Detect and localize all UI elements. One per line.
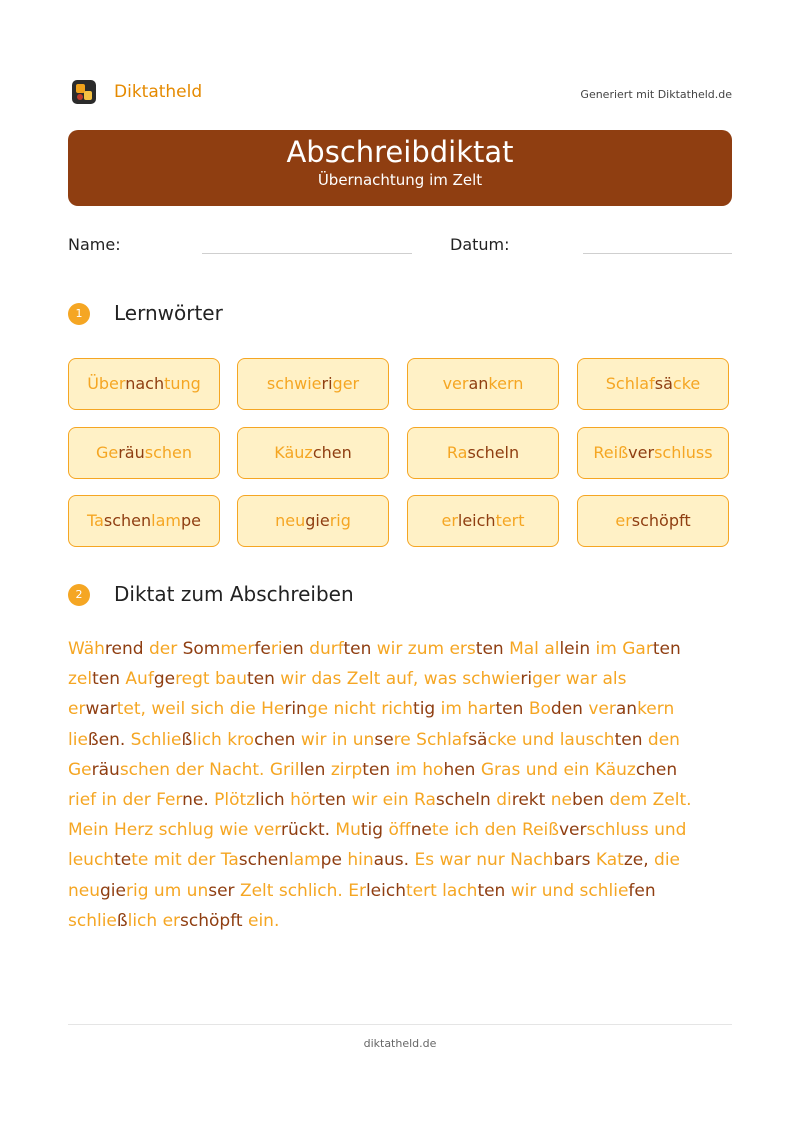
- dictation-syllable: ri: [520, 669, 533, 690]
- dictation-syllable: lich: [192, 729, 222, 750]
- dictation-syllable: ver: [253, 820, 281, 841]
- dictation-syllable: schen: [238, 850, 289, 871]
- dictation-syllable: te: [131, 850, 149, 871]
- dictation-syllable: Zelt.: [647, 790, 692, 811]
- dictation-syllable: fen: [628, 880, 656, 901]
- dictation-syllable: lach: [442, 880, 478, 901]
- dictation-syllable: Es: [409, 850, 435, 871]
- word-syllable: Über: [87, 374, 126, 393]
- dictation-syllable: der: [143, 639, 183, 659]
- dictation-syllable: ein: [377, 790, 409, 811]
- dictation-syllable: regt: [175, 669, 210, 690]
- section-number-badge: 2: [68, 584, 90, 606]
- dictation-line: [68, 755, 732, 785]
- learning-word-box: [407, 427, 559, 479]
- dictation-syllable: ho: [422, 759, 444, 780]
- generated-note: Generiert mit Diktatheld.de: [580, 88, 732, 101]
- dictation-syllable: den: [479, 820, 517, 841]
- dictation-syllable: ver: [559, 820, 587, 841]
- word-syllable: er: [441, 511, 458, 530]
- dictation-syllable: tig: [360, 820, 384, 841]
- dictation-syllable: har: [467, 699, 496, 720]
- dictation-syllable: wir: [274, 669, 306, 690]
- dictation-syllable: rin: [284, 699, 307, 720]
- word-syllable: schwie: [266, 374, 322, 393]
- dictation-syllable: die: [648, 850, 681, 871]
- dictation-syllable: Käuz: [594, 759, 636, 780]
- dictation-syllable: un: [186, 880, 209, 901]
- dictation-syllable: ten: [246, 669, 275, 690]
- dictation-syllable: aus.: [373, 850, 410, 871]
- dictation-syllable: der: [117, 790, 151, 811]
- section-number-badge: 1: [68, 303, 90, 325]
- learning-word-box: [577, 358, 729, 410]
- dictation-syllable: wie: [213, 820, 249, 841]
- dictation-syllable: ein.: [242, 910, 280, 931]
- dictation-syllable: ten: [318, 790, 347, 811]
- learning-word-box: [407, 358, 559, 410]
- dictation-syllable: Gras: [475, 759, 521, 780]
- dictation-syllable: Fer: [156, 790, 183, 811]
- dictation-line: [68, 725, 732, 755]
- dictation-syllable: ten: [652, 639, 681, 659]
- name-label: Name:: [68, 235, 121, 254]
- dictation-syllable: ne: [410, 820, 432, 841]
- dictation-syllable: ten: [614, 729, 643, 750]
- header-bar: [68, 80, 732, 106]
- dictation-syllable: an: [615, 699, 638, 720]
- dictation-syllable: Zelt: [341, 669, 381, 690]
- dictation-syllable: dem: [604, 790, 648, 811]
- dictation-syllable: ß: [116, 910, 128, 931]
- dictation-syllable: gie: [100, 880, 126, 901]
- word-syllable: gie: [305, 511, 330, 530]
- dictation-syllable: räu: [91, 759, 120, 780]
- word-syllable: Ge: [95, 443, 119, 462]
- dictation-syllable: nur: [470, 850, 505, 871]
- dictation-syllable: der: [170, 759, 204, 780]
- worksheet-title: Abschreibdiktat: [286, 135, 514, 169]
- name-line[interactable]: [202, 253, 412, 254]
- dictation-syllable: schluss: [586, 820, 649, 841]
- dictation-line: [68, 634, 732, 664]
- dictation-syllable: Zelt: [234, 880, 274, 901]
- learning-word-box: [68, 427, 220, 479]
- learning-word-box: [407, 495, 559, 547]
- dictation-syllable: ver: [588, 699, 616, 720]
- dictation-syllable: wir: [346, 790, 378, 811]
- dictation-syllable: lie: [68, 729, 88, 750]
- dictation-syllable: tig: [413, 699, 436, 720]
- dictation-syllable: im: [590, 639, 617, 659]
- dictation-syllable: Ta: [220, 850, 239, 871]
- dictation-syllable: um: [148, 880, 182, 901]
- dictation-syllable: bau: [215, 669, 247, 690]
- dictation-syllable: Mu: [335, 820, 361, 841]
- dictation-syllable: tet,: [116, 699, 146, 720]
- word-syllable: scheln: [467, 443, 520, 462]
- dictation-syllable: un: [352, 729, 375, 750]
- dictation-syllable: ß: [181, 729, 193, 750]
- dictation-syllable: rend: [104, 639, 144, 659]
- dictation-syllable: ze,: [623, 850, 649, 871]
- dictation-syllable: und: [648, 820, 687, 841]
- dictation-syllable: der: [181, 850, 216, 871]
- dictation-syllable: te: [114, 850, 132, 871]
- dictation-syllable: schlie: [579, 880, 629, 901]
- word-syllable: tung: [164, 374, 201, 393]
- word-syllable: Ta: [86, 511, 104, 530]
- word-syllable: pe: [181, 511, 202, 530]
- learning-word-box: [237, 495, 389, 547]
- dictation-syllable: mer: [220, 639, 255, 659]
- dictation-syllable: und: [516, 729, 555, 750]
- dictation-syllable: rief: [68, 790, 97, 811]
- word-syllable: chen: [312, 443, 352, 462]
- dictation-syllable: lein: [559, 639, 591, 659]
- dictation-syllable: lam: [288, 850, 321, 871]
- dictation-syllable: Bo: [528, 699, 551, 720]
- dictation-syllable: sich: [185, 699, 225, 720]
- dictation-syllable: rig: [126, 880, 149, 901]
- dictation-syllable: lausch: [559, 729, 615, 750]
- dictation-syllable: weil: [145, 699, 186, 720]
- dictation-syllable: ten: [362, 759, 391, 780]
- dictation-syllable: Mein: [68, 820, 109, 841]
- dictation-syllable: tert: [405, 880, 437, 901]
- dictation-syllable: wir: [505, 880, 537, 901]
- dictation-syllable: Som: [182, 639, 221, 659]
- dictation-syllable: in: [96, 790, 118, 811]
- dictation-syllable: hin: [347, 850, 374, 871]
- dictation-text: [68, 634, 732, 936]
- section-title: Diktat zum Abschreiben: [114, 582, 354, 606]
- dictation-syllable: Nacht.: [203, 759, 265, 780]
- dictation-syllable: nicht: [328, 699, 376, 720]
- dictation-syllable: Gril: [269, 759, 300, 780]
- dictation-syllable: sä: [468, 729, 488, 750]
- dictation-syllable: ge: [306, 699, 329, 720]
- dictation-syllable: war: [85, 699, 117, 720]
- dictation-syllable: Wäh: [68, 639, 105, 659]
- dictation-syllable: di: [496, 790, 512, 811]
- dictation-syllable: kern: [637, 699, 675, 720]
- dictation-syllable: öff: [388, 820, 411, 841]
- dictation-syllable: Gar: [622, 639, 653, 659]
- word-syllable: ger: [332, 374, 360, 393]
- word-syllable: schen: [144, 443, 193, 462]
- dictation-line: [68, 845, 732, 875]
- dictation-syllable: zel: [68, 669, 93, 690]
- dictation-syllable: im: [435, 699, 462, 720]
- dictation-syllable: se: [374, 729, 394, 750]
- worksheet-subtitle: Übernachtung im Zelt: [317, 171, 483, 189]
- word-syllable: cke: [672, 374, 701, 393]
- dictation-line: [68, 876, 732, 906]
- dictation-syllable: ten: [495, 699, 524, 720]
- dictation-syllable: Reiß: [522, 820, 559, 841]
- learning-word-box: [577, 495, 729, 547]
- dictation-syllable: Herz: [108, 820, 154, 841]
- dictation-syllable: rich: [381, 699, 414, 720]
- dictation-syllable: scheln: [435, 790, 491, 811]
- dictation-syllable: Er: [348, 880, 366, 901]
- title-banner: [68, 130, 732, 206]
- dictation-syllable: rückt.: [280, 820, 331, 841]
- word-syllable: leich: [457, 511, 496, 530]
- word-syllable: räu: [118, 443, 145, 462]
- dictation-syllable: Auf: [125, 669, 154, 690]
- word-syllable: schöpft: [631, 511, 691, 530]
- dictation-line: [68, 906, 732, 936]
- dictation-syllable: ne.: [182, 790, 209, 811]
- dictation-syllable: die: [224, 699, 256, 720]
- word-syllable: Schlaf: [605, 374, 655, 393]
- dictation-syllable: er: [68, 699, 86, 720]
- learning-word-box: [68, 495, 220, 547]
- dictation-syllable: und: [520, 759, 559, 780]
- learning-word-box: [237, 358, 389, 410]
- date-label: Datum:: [450, 235, 510, 254]
- dictation-syllable: Nach: [510, 850, 554, 871]
- dictation-syllable: ger: [532, 669, 561, 690]
- word-syllable: rig: [329, 511, 351, 530]
- dictation-syllable: leuch: [68, 850, 115, 871]
- dictation-syllable: te: [431, 820, 449, 841]
- dictation-syllable: Schlie: [130, 729, 182, 750]
- dictation-syllable: den: [642, 729, 680, 750]
- dictation-syllable: zum: [402, 639, 445, 659]
- dictation-syllable: leich: [365, 880, 406, 901]
- dictation-syllable: ten: [92, 669, 121, 690]
- word-syllable: lam: [151, 511, 182, 530]
- diktatheld-logo-icon: [72, 80, 96, 104]
- word-syllable: ver: [628, 443, 655, 462]
- dictation-syllable: chen: [254, 729, 296, 750]
- word-syllable: Ra: [446, 443, 468, 462]
- dictation-syllable: ein: [558, 759, 590, 780]
- learning-word-box: [68, 358, 220, 410]
- dictation-syllable: auf,: [380, 669, 419, 690]
- dictation-syllable: re: [393, 729, 411, 750]
- dictation-syllable: Schlaf: [416, 729, 469, 750]
- dictation-line: [68, 785, 732, 815]
- dictation-syllable: ten: [475, 639, 504, 659]
- word-syllable: Käuz: [274, 443, 313, 462]
- dictation-syllable: chen: [635, 759, 678, 780]
- dictation-syllable: hen: [443, 759, 476, 780]
- dictation-syllable: kro: [227, 729, 255, 750]
- learning-word-box: [237, 427, 389, 479]
- dictation-syllable: schlich.: [273, 880, 343, 901]
- dictation-syllable: en: [282, 639, 304, 659]
- dictation-syllable: schen: [119, 759, 171, 780]
- dictation-syllable: lich: [255, 790, 285, 811]
- dictation-syllable: bars: [553, 850, 591, 871]
- brand-name: Diktatheld: [114, 82, 203, 102]
- word-syllable: sä: [654, 374, 673, 393]
- dictation-syllable: in: [326, 729, 348, 750]
- dictation-line: [68, 694, 732, 724]
- footer-divider: [68, 1024, 732, 1025]
- dictation-syllable: das: [305, 669, 342, 690]
- dictation-syllable: ten: [477, 880, 506, 901]
- dictation-syllable: He: [261, 699, 285, 720]
- word-syllable: Reiß: [593, 443, 629, 462]
- dictation-syllable: ri: [270, 639, 283, 659]
- dictation-syllable: neu: [68, 880, 101, 901]
- dictation-syllable: schwie: [462, 669, 521, 690]
- word-syllable: tert: [495, 511, 525, 530]
- word-syllable: nach: [125, 374, 165, 393]
- dictation-syllable: ich: [448, 820, 480, 841]
- word-syllable: er: [615, 511, 632, 530]
- dictation-syllable: ne: [550, 790, 572, 811]
- dictation-syllable: Kat: [595, 850, 624, 871]
- word-syllable: ver: [442, 374, 469, 393]
- dictation-syllable: war: [560, 669, 598, 690]
- word-syllable: ri: [321, 374, 333, 393]
- dictation-syllable: ge: [153, 669, 176, 690]
- dictation-line: [68, 815, 732, 845]
- dictation-syllable: ten: [343, 639, 372, 659]
- dictation-syllable: er: [162, 910, 181, 931]
- word-syllable: kern: [488, 374, 524, 393]
- dictation-syllable: zirp: [330, 759, 363, 780]
- dictation-syllable: Ge: [68, 759, 92, 780]
- dictation-syllable: ben: [571, 790, 604, 811]
- dictation-syllable: rekt: [511, 790, 546, 811]
- dictation-syllable: den: [550, 699, 583, 720]
- dictation-syllable: schlug: [153, 820, 214, 841]
- dictation-syllable: hör: [290, 790, 319, 811]
- dictation-syllable: fe: [254, 639, 271, 659]
- dictation-syllable: cke: [487, 729, 517, 750]
- dictation-syllable: durf: [309, 639, 344, 659]
- word-syllable: neu: [275, 511, 306, 530]
- dictation-syllable: was: [418, 669, 457, 690]
- dictation-line: [68, 664, 732, 694]
- section-title: Lernwörter: [114, 301, 223, 325]
- dictation-syllable: ers: [449, 639, 476, 659]
- dictation-syllable: mit: [148, 850, 182, 871]
- dictation-syllable: und: [536, 880, 575, 901]
- dictation-syllable: Ra: [414, 790, 436, 811]
- dictation-syllable: wir: [295, 729, 327, 750]
- dictation-syllable: wir: [371, 639, 403, 659]
- date-line[interactable]: [583, 253, 732, 254]
- footer-site: diktatheld.de: [363, 1037, 437, 1050]
- dictation-syllable: ßen.: [87, 729, 126, 750]
- dictation-syllable: lich: [127, 910, 158, 931]
- dictation-syllable: len: [299, 759, 326, 780]
- dictation-syllable: war: [434, 850, 471, 871]
- dictation-syllable: al: [544, 639, 560, 659]
- dictation-syllable: Plötz: [214, 790, 256, 811]
- dictation-syllable: Mal: [503, 639, 539, 659]
- dictation-syllable: schlie: [68, 910, 117, 931]
- learning-word-box: [577, 427, 729, 479]
- dictation-syllable: im: [390, 759, 417, 780]
- word-syllable: schen: [103, 511, 152, 530]
- dictation-syllable: pe: [320, 850, 342, 871]
- word-syllable: an: [468, 374, 489, 393]
- dictation-syllable: ser: [208, 880, 235, 901]
- word-syllable: schluss: [654, 443, 713, 462]
- dictation-syllable: als: [597, 669, 627, 690]
- dictation-syllable: schöpft: [180, 910, 243, 931]
